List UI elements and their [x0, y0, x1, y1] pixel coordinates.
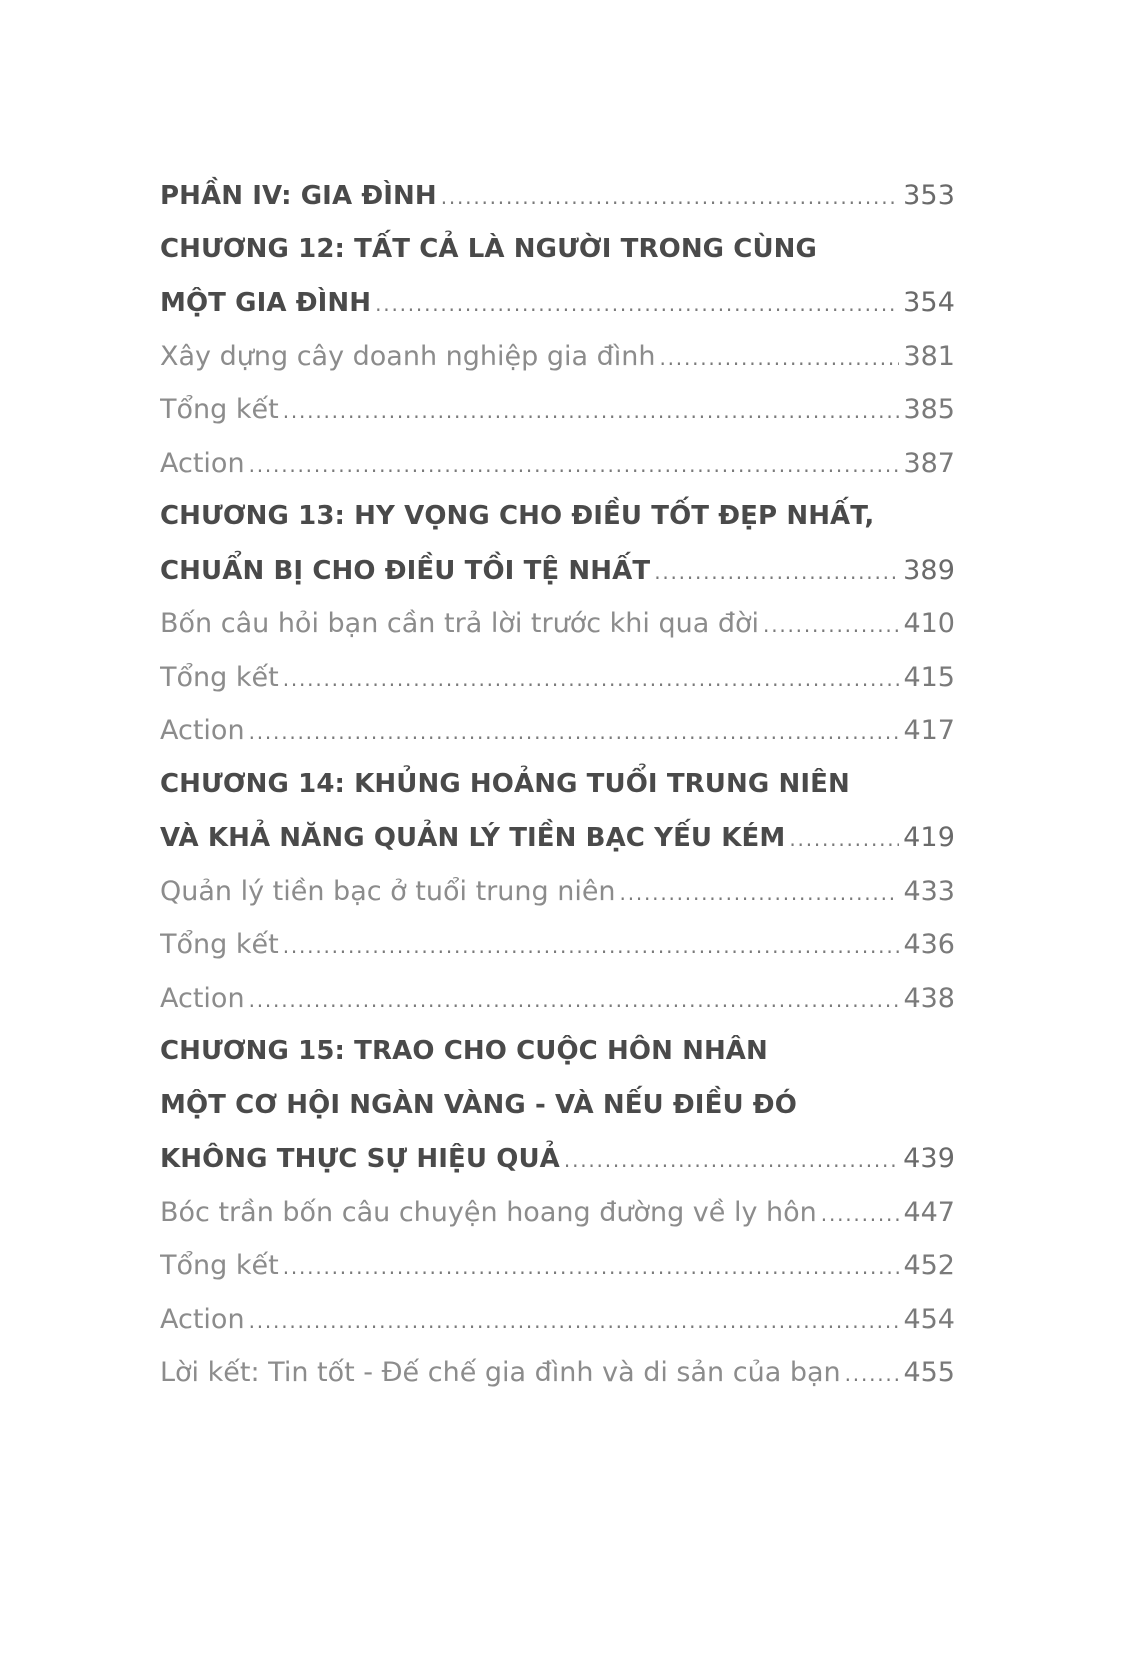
toc-entry-title: Action [160, 982, 245, 1014]
toc-page-number: 353 [903, 180, 955, 211]
toc-page-number: 410 [903, 608, 955, 639]
toc-section-entry [160, 1293, 955, 1347]
toc-entry-title: Action [160, 447, 245, 479]
dot-leader [564, 1134, 899, 1186]
dot-leader [283, 920, 900, 972]
toc-chapter-entry [160, 1132, 955, 1186]
toc-page-number: 385 [903, 394, 955, 425]
toc-page-number: 454 [903, 1303, 955, 1335]
toc-page-number: 354 [903, 287, 955, 318]
dot-leader [789, 813, 899, 865]
toc-section-entry [160, 330, 955, 384]
toc-section-entry [160, 704, 955, 758]
dot-leader [659, 332, 899, 384]
toc-chapter-entry [160, 544, 955, 598]
toc-page-number: 433 [903, 875, 955, 907]
toc-section-entry [160, 597, 955, 651]
toc-chapter-entry [160, 811, 955, 865]
toc-section-entry [160, 972, 955, 1026]
toc-page-number: 419 [903, 822, 955, 853]
toc-page-number: 387 [903, 447, 955, 479]
dot-leader [845, 1348, 900, 1400]
toc-page-number: 439 [903, 1143, 955, 1174]
toc-section-entry [160, 918, 955, 972]
toc-page-number: 455 [903, 1357, 955, 1388]
toc-entry-title: CHUẨN BỊ CHO ĐIỀU TỒI TỆ NHẤT [160, 555, 651, 586]
toc-chapter-entry [160, 223, 955, 277]
dot-leader [283, 1241, 900, 1293]
toc-entry-title: VÀ KHẢ NĂNG QUẢN LÝ TIỀN BẠC YẾU KÉM [160, 823, 786, 853]
dot-leader [441, 171, 899, 223]
toc-entry-title: Action [160, 715, 245, 746]
toc-chapter-entry [160, 758, 955, 812]
toc-page-number: 447 [903, 1196, 955, 1228]
toc-entry-title: Bóc trần bốn câu chuyện hoang đường về ly hôn [160, 1196, 817, 1228]
toc-section-entry [160, 865, 955, 919]
toc-chapter-entry [160, 276, 955, 330]
toc-entry-title: Tổng kết [160, 1250, 279, 1281]
toc-page-number: 452 [903, 1250, 955, 1281]
toc-entry-title: Tổng kết [160, 394, 279, 425]
toc-section-entry [160, 1186, 955, 1240]
dot-leader [763, 599, 899, 651]
toc-entry-title: PHẦN IV: GIA ĐÌNH [160, 181, 437, 211]
toc-entry-title: MỘT GIA ĐÌNH [160, 288, 372, 318]
dot-leader [654, 546, 899, 598]
dot-leader [620, 867, 900, 919]
dot-leader [249, 439, 900, 491]
toc-page-number: 436 [903, 929, 955, 960]
toc-entry-title: Xây dựng cây doanh nghiệp gia đình [160, 340, 656, 372]
toc-entry-title: Action [160, 1303, 245, 1335]
toc-page-number: 389 [903, 554, 955, 586]
toc-page-number: 417 [903, 715, 955, 746]
table-of-contents [160, 169, 955, 1400]
toc-page-number: 415 [903, 661, 955, 693]
toc-section-entry [160, 383, 955, 437]
toc-entry-title: Lời kết: Tin tốt - Đế chế gia đình và di sản của bạn [160, 1357, 841, 1388]
toc-page-number: 438 [903, 982, 955, 1014]
dot-leader [249, 1295, 900, 1347]
toc-section-entry [160, 437, 955, 491]
toc-entry-title: CHƯƠNG 14: KHỦNG HOẢNG TUỔI TRUNG NIÊN [160, 768, 850, 799]
toc-entry-title: Quản lý tiền bạc ở tuổi trung niên [160, 875, 616, 907]
toc-page-number: 381 [903, 340, 955, 372]
toc-entry-title: MỘT CƠ HỘI NGÀN VÀNG - VÀ NẾU ĐIỀU ĐÓ [160, 1089, 797, 1120]
toc-entry-title: KHÔNG THỰC SỰ HIỆU QUẢ [160, 1144, 560, 1174]
toc-chapter-entry [160, 490, 955, 544]
toc-entry-title: Bốn câu hỏi bạn cần trả lời trước khi qua đời [160, 608, 760, 639]
toc-entry-title: Tổng kết [160, 929, 279, 960]
dot-leader [375, 278, 899, 330]
toc-section-entry [160, 651, 955, 705]
toc-chapter-entry [160, 1025, 955, 1079]
toc-entry-title: CHƯƠNG 13: HY VỌNG CHO ĐIỀU TỐT ĐẸP NHẤT, [160, 501, 875, 531]
dot-leader [283, 385, 900, 437]
dot-leader [249, 974, 900, 1026]
toc-entry-title: Tổng kết [160, 661, 279, 693]
toc-entry-title: CHƯƠNG 12: TẤT CẢ LÀ NGƯỜI TRONG CÙNG [160, 233, 817, 264]
dot-leader [821, 1188, 900, 1240]
toc-section-entry [160, 1239, 955, 1293]
dot-leader [249, 706, 900, 758]
toc-section-entry [160, 1346, 955, 1400]
toc-chapter-entry [160, 1079, 955, 1133]
toc-entry-title: CHƯƠNG 15: TRAO CHO CUỘC HÔN NHÂN [160, 1036, 768, 1066]
dot-leader [283, 653, 900, 705]
toc-chapter-entry [160, 169, 955, 223]
